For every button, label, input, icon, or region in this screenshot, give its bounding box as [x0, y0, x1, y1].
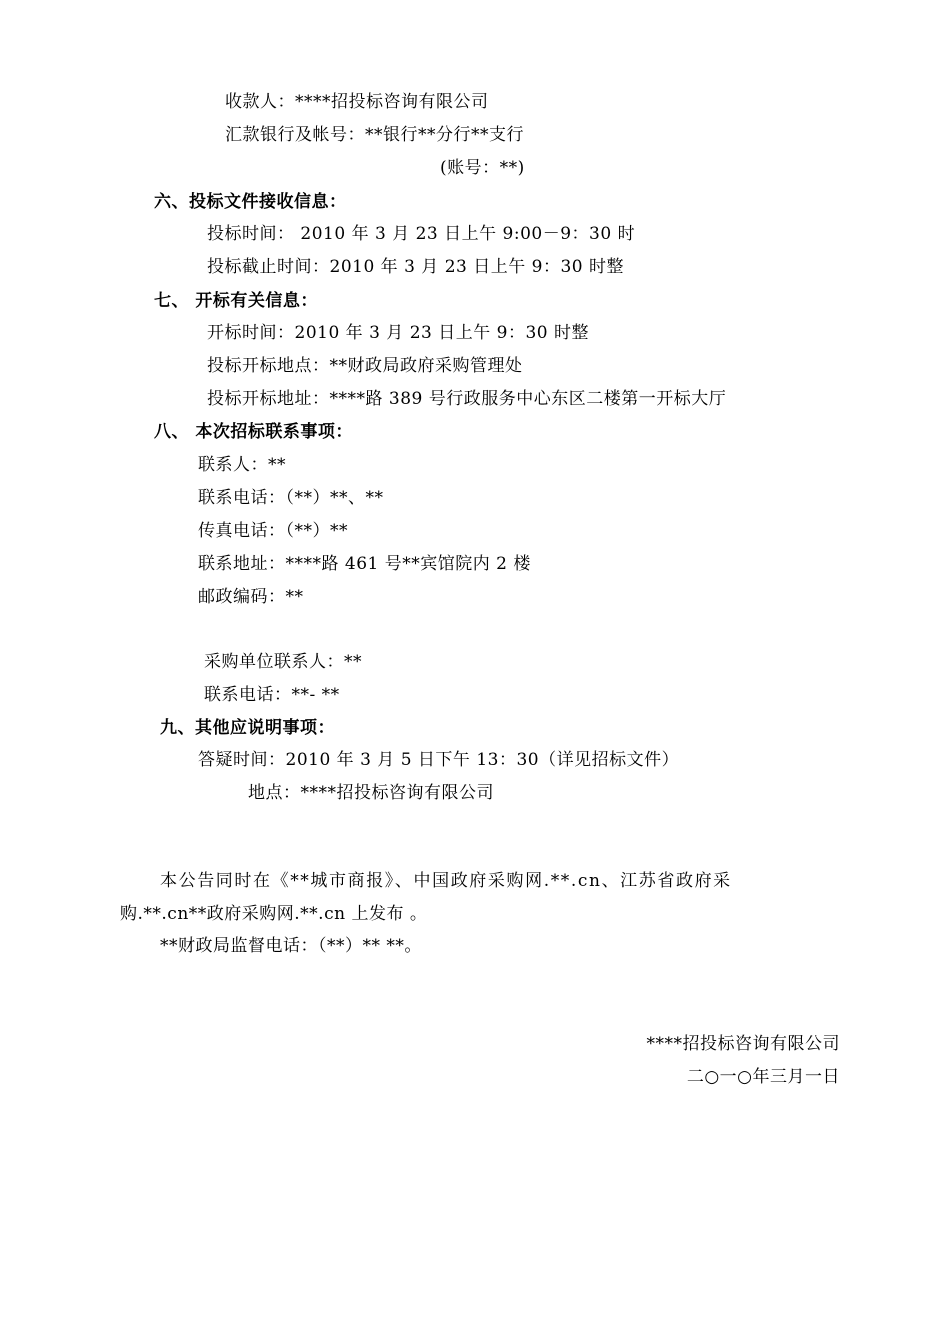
section-6-heading: 六、投标文件接收信息： [154, 192, 347, 212]
contact-address-line: 联系地址：****路 461 号**宾馆院内 2 楼 [198, 554, 531, 574]
qa-place-line: 地点：****招投标咨询有限公司 [248, 783, 494, 803]
bid-time-line: 投标时间： 2010 年 3 月 23 日上午 9:00－9：30 时 [207, 224, 636, 244]
open-time-line: 开标时间：2010 年 3 月 23 日上午 9：30 时整 [207, 323, 589, 343]
section-7-heading: 七、 开标有关信息： [154, 291, 318, 311]
signature-company: ****招投标咨询有限公司 [646, 1034, 840, 1054]
signature-date: 二○一○年三月一日 [686, 1067, 840, 1087]
section-8-heading: 八、 本次招标联系事项： [154, 422, 353, 442]
qa-time-line: 答疑时间：2010 年 3 月 5 日下午 13：30（详见招标文件） [198, 750, 680, 770]
section-9-heading: 九、其他应说明事项： [160, 718, 335, 738]
account-line: (账号：**) [440, 158, 525, 178]
bank-line: 汇款银行及帐号：**银行**分行**支行 [225, 125, 524, 145]
postcode-line: 邮政编码：** [198, 587, 304, 607]
contact-person-line: 联系人：** [198, 455, 286, 475]
bid-deadline-line: 投标截止时间：2010 年 3 月 23 日上午 9：30 时整 [207, 257, 624, 277]
buyer-phone-line: 联系电话：**- ** [204, 685, 340, 705]
contact-phone-line: 联系电话：（**）**、** [198, 488, 384, 508]
open-address-line: 投标开标地址：****路 389 号行政服务中心东区二楼第一开标大厅 [207, 389, 727, 409]
notice-line-1: 本公告同时在《**城市商报》、中国政府采购网.**.cn、江苏省政府采 [160, 871, 732, 891]
open-place-line: 投标开标地点：**财政局政府采购管理处 [207, 356, 523, 376]
notice-line-2: 购.**.cn**政府采购网.**.cn 上发布 。 [120, 904, 428, 924]
fax-line: 传真电话：（**）** [198, 521, 348, 541]
buyer-contact-line: 采购单位联系人：** [204, 652, 362, 672]
payee-line: 收款人：****招投标咨询有限公司 [225, 92, 489, 112]
supervise-phone-line: **财政局监督电话：（**）** **。 [160, 936, 422, 956]
